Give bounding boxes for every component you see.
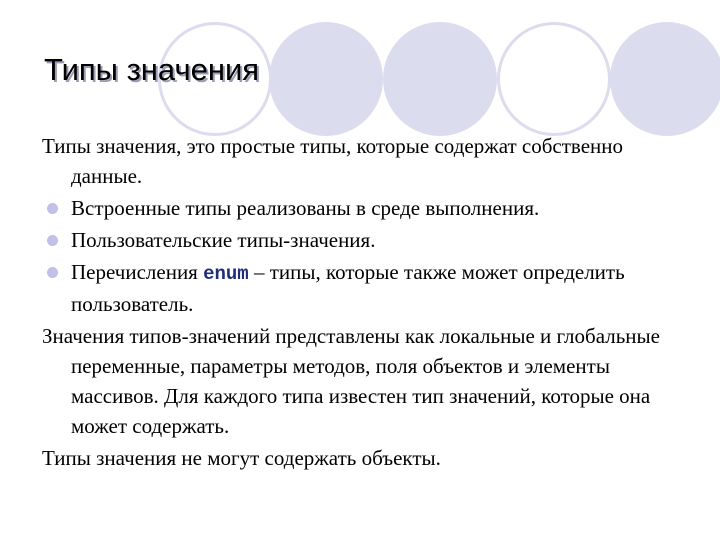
decor-circle-3 bbox=[383, 22, 497, 136]
bullet-dot-icon bbox=[47, 267, 58, 278]
decor-circle-5 bbox=[610, 22, 720, 136]
intro-paragraph: Типы значения, это простые типы, которые содержат собственно данные. bbox=[42, 134, 624, 188]
slide-body bbox=[42, 131, 692, 475]
bullet-text-enum-after: – типы, которые также может определить пользователь. bbox=[71, 260, 625, 316]
bullet-item-user bbox=[42, 225, 692, 255]
bullet-item-enum bbox=[42, 257, 692, 319]
representation-paragraph: Значения типов-значений представлены как локальные и глобальные переменные, параметры методов, поля объектов и элементы массивов. Для каждого типа известен тип значений, которые она может содержать. bbox=[42, 324, 660, 438]
slide-title: Типы значения bbox=[44, 52, 260, 87]
bullet-text-user: Пользовательские типы-значения. bbox=[71, 228, 376, 252]
bullet-text-builtin: Встроенные типы реализованы в среде выполнения. bbox=[71, 196, 540, 220]
bullet-dot-icon bbox=[47, 203, 58, 214]
bullet-item-builtin bbox=[42, 193, 692, 223]
bullet-dot-icon bbox=[47, 235, 58, 246]
bullet-text-enum-before: Перечисления bbox=[71, 260, 204, 284]
decor-circle-2 bbox=[269, 22, 383, 136]
enum-keyword: enum bbox=[203, 263, 249, 285]
closing-paragraph: Типы значения не могут содержать объекты. bbox=[42, 446, 441, 470]
decor-circle-4 bbox=[497, 22, 611, 136]
